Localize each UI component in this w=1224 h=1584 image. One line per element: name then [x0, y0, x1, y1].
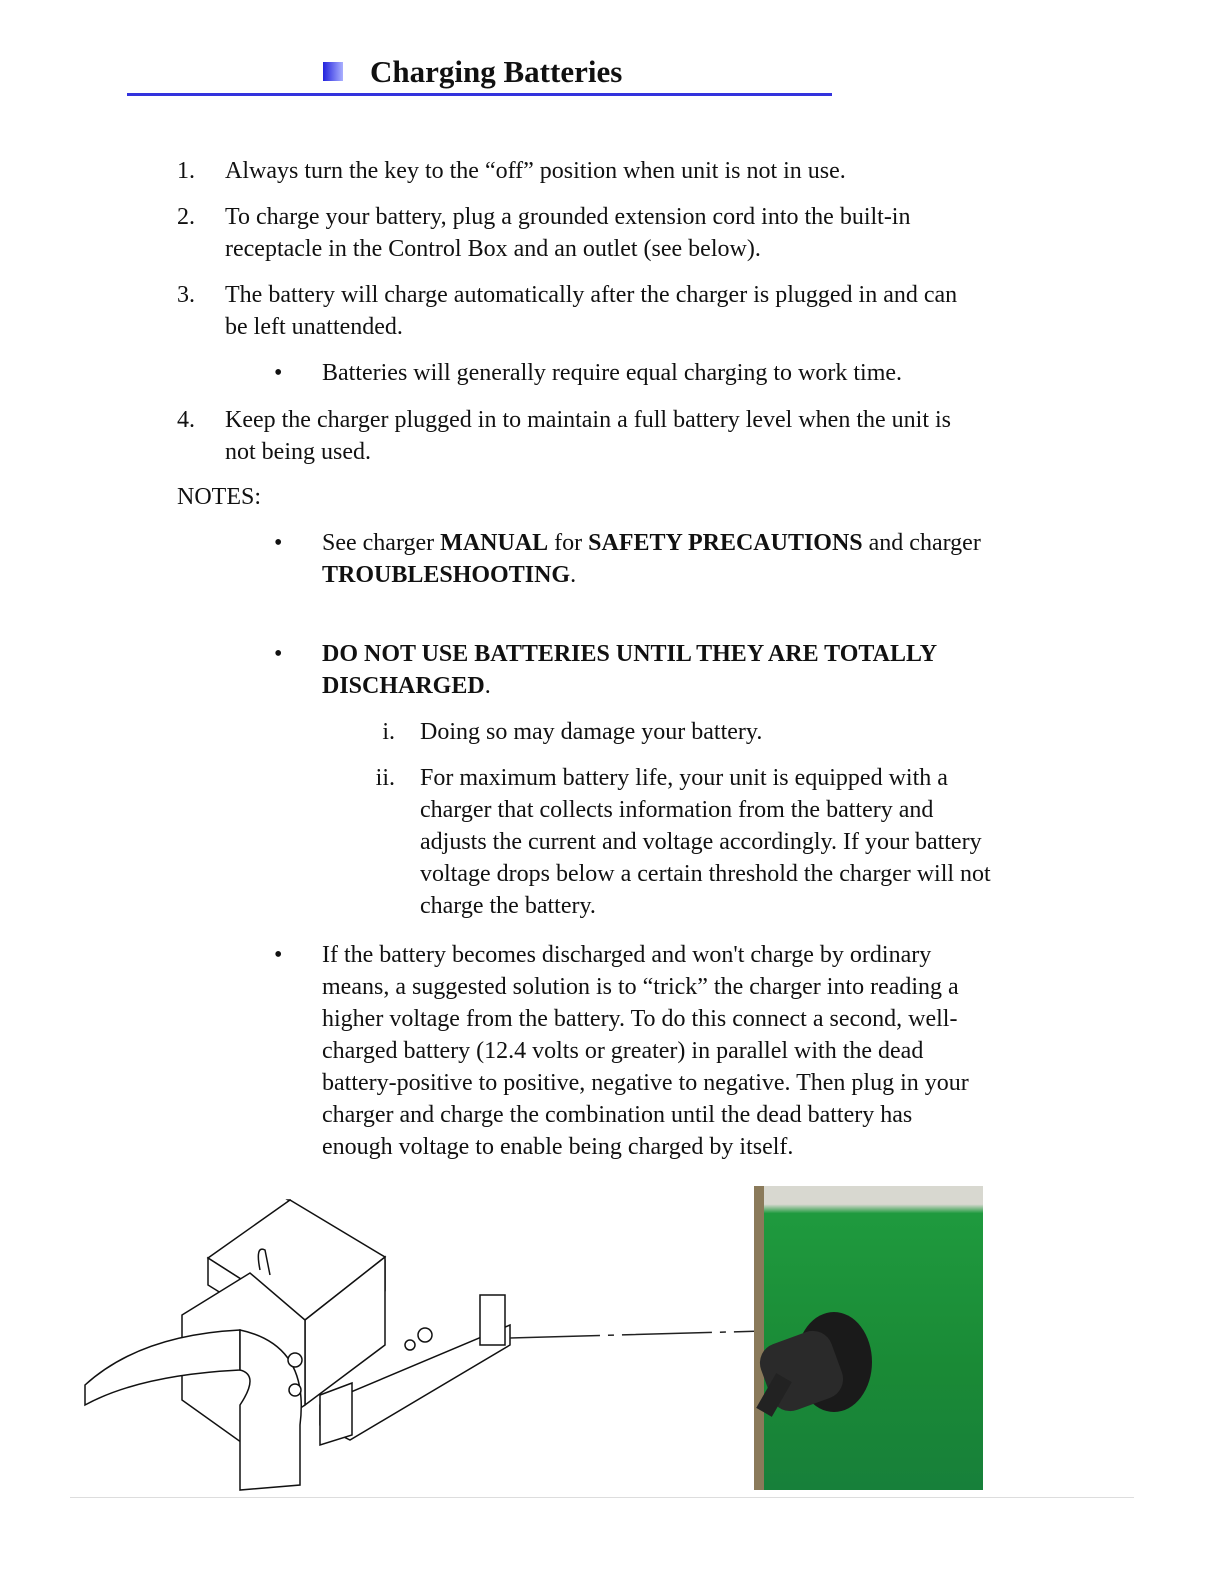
note-text-line: battery-positive to positive, negative to negative. Then plug in your: [322, 1070, 969, 1096]
step-item: [177, 155, 846, 187]
step-number: 1.: [177, 158, 195, 184]
sub-text-line: charge the battery.: [420, 893, 596, 919]
sub-text-line: charger that collects information from the battery and: [420, 797, 934, 823]
step-item: [177, 279, 957, 343]
sub-text-line: adjusts the current and voltage accordingly. If your battery: [420, 829, 982, 855]
note-warning: • DO NOT USE BATTERIES UNTIL THEY ARE TOTALLY DISCHARGED.: [274, 641, 938, 699]
sub-text-line: For maximum battery life, your unit is equipped with a: [420, 765, 948, 791]
note-trick: • If the battery becomes discharged and won't charge by ordinary means, a suggested solution is to “trick” the charger into reading a higher voltage from the battery. To do this connect a second, well- charged battery (12.4 volts or greater) in parallel with the dead battery-positive to positive, negative to negative. Then plug in your charger and charge the combination until the dead battery has enough voltage to enable being charged by itself.: [274, 939, 969, 1163]
step-text-line: To charge your battery, plug a grounded extension cord into the built-in: [225, 204, 911, 230]
section-square-icon: [323, 62, 343, 81]
note-text-line: charged battery (12.4 volts or greater) in parallel with the dead: [322, 1038, 924, 1064]
step-item: [177, 404, 951, 468]
step-text-line: Always turn the key to the “off” position when unit is not in use.: [225, 158, 846, 184]
sub-item: [360, 762, 991, 922]
step-number: 2.: [177, 204, 195, 230]
step3-bullet: • Batteries will generally require equal charging to work time.: [274, 360, 903, 386]
step-text-line: be left unattended.: [225, 314, 403, 340]
charger-receptacle-photo: [754, 1186, 983, 1490]
note-text-line: If the battery becomes discharged and won't charge by ordinary: [322, 942, 932, 968]
notes-label: NOTES:: [177, 484, 261, 510]
step-text-line: Keep the charger plugged in to maintain a full battery level when the unit is: [225, 407, 951, 433]
sub-text-line: Doing so may damage your battery.: [420, 719, 763, 745]
sub-item: [360, 716, 762, 748]
sub-number: i.: [382, 719, 395, 745]
page-title: Charging Batteries: [370, 54, 623, 89]
note-text-line: charger and charge the combination until the dead battery has: [322, 1102, 913, 1128]
control-box-drawing: [80, 1195, 520, 1495]
sub-number: ii.: [375, 765, 395, 791]
step-number: 3.: [177, 282, 195, 308]
title-rule: [127, 93, 832, 96]
step-number: 4.: [177, 407, 195, 433]
step-item: [177, 201, 910, 265]
note-text-line: higher voltage from the battery. To do this connect a second, well-: [322, 1006, 958, 1032]
note-text-line: means, a suggested solution is to “trick” the charger into reading a: [322, 974, 959, 1000]
footer-rule: [70, 1497, 1134, 1498]
note-text-line: enough voltage to enable being charged by itself.: [322, 1134, 794, 1160]
sub-text-line: voltage drops below a certain threshold the charger will not: [420, 861, 991, 887]
step-text-line: not being used.: [225, 439, 371, 465]
step-text-line: receptacle in the Control Box and an outlet (see below).: [225, 236, 761, 262]
step-text-line: The battery will charge automatically after the charger is plugged in and can: [225, 282, 958, 308]
note-manual: • See charger MANUAL for SAFETY PRECAUTIONS and charger TROUBLESHOOTING.: [274, 530, 981, 588]
